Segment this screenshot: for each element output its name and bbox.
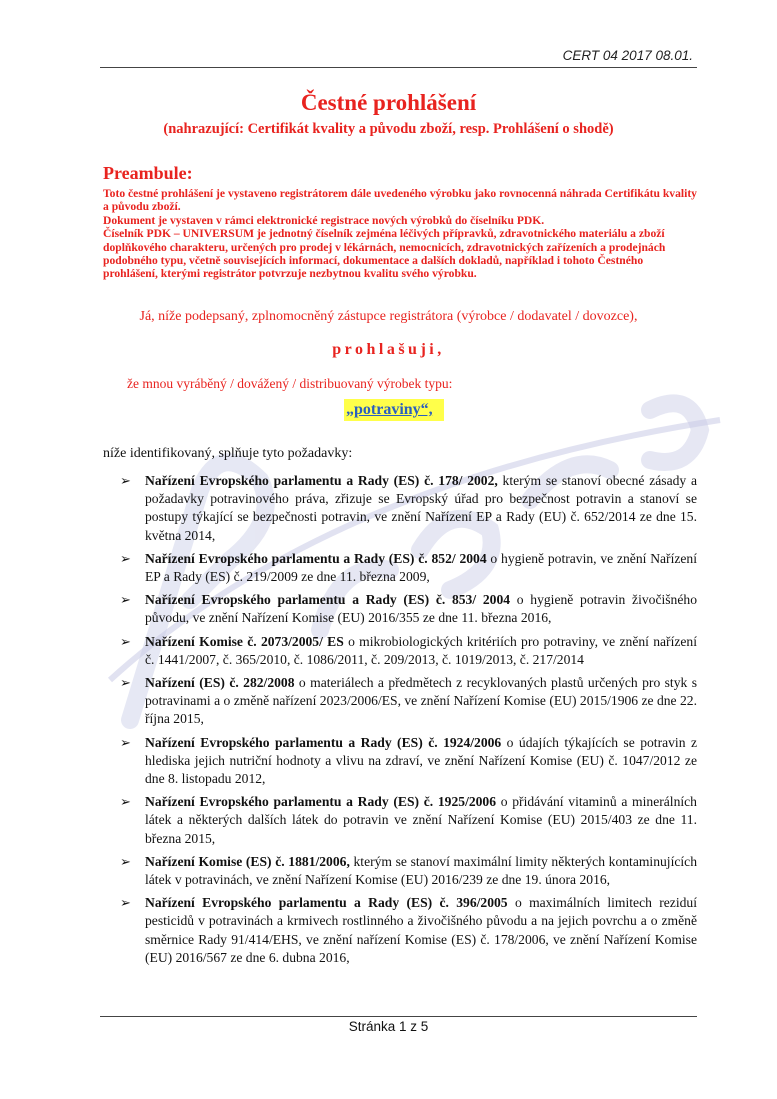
regulation-description: o hygieně potravin, ve znění Nařízení EP a Rady (ES) č. 219/2009 ze dne 11. března 2009,	[145, 550, 697, 585]
document-code: CERT 04 2017 08.01.	[562, 48, 693, 63]
regulation-description: kterým se stanoví obecné zásady a požadavky potravinového práva, zřizuje se Evropský úřad pro bezpečnost potravin a stanoví se postupy týkající se bezpečnosti potravin, ve znění Nařízení EP a Rady (EU) č. 652/2014 ze dne 15. května 2014,	[145, 473, 697, 543]
arrow-bullet-icon: ➢	[120, 853, 131, 869]
regulation-name: Nařízení Evropského parlamentu a Rady (ES) č. 396/2005	[145, 895, 508, 911]
document-subtitle: (nahrazující: Certifikát kvality a původu zboží, resp. Prohlášení o shodě)	[163, 121, 614, 137]
page-number: Stránka 1 z 5	[348, 1019, 429, 1034]
regulation-description: o maximálních limitech reziduí pesticidů v potravinách a krmivech rostlinného a živočišného původu a na jejich povrchu a o změně směrnice Rady 91/414/EHS, ve znění nařízení Komise (ES) č. 178/2006, ve znění Nařízení Komise (EU) 2016/567 ze dne 6. dubna 2016,	[145, 895, 697, 965]
regulation-description: o údajích týkajících se potravin z hlediska jejich nutriční hodnoty a vlivu na zdraví, ve znění Nařízení Komise (EU) č. 1047/2012 ze dne 8. listopadu 2012,	[145, 734, 697, 787]
arrow-bullet-icon: ➢	[120, 633, 131, 649]
document-title: Čestné prohlášení	[300, 90, 477, 115]
regulation-description: kterým se stanoví maximální limity některých kontaminujících látek v potravinách, ve znění Nařízení Komise (EU) 2016/239 ze dne 19. února 2016,	[145, 853, 697, 888]
preamble-paragraph: Číselník PDK – UNIVERSUM je jednotný číselník zejména léčivých přípravků, zdravotnického materiálu a zboží doplňkového charakteru, určených pro prodej v lékárnách, nemocnicích, zdravotnických zařízeních a prodejnách podobného typu, včetně souvisejících informací, dokumentace a dalších dokladů, například i tohoto Čestného prohlášení, kterými registrátor potvrzuje nezbytnou kvalitu svého výrobku.	[103, 227, 666, 281]
arrow-bullet-icon: ➢	[120, 794, 131, 810]
regulation-item	[120, 472, 697, 545]
regulation-name: Nařízení Evropského parlamentu a Rady (ES) č. 853/ 2004	[145, 592, 511, 608]
regulation-name: Nařízení Evropského parlamentu a Rady (ES) č. 852/ 2004	[145, 550, 487, 566]
declare-word: prohlašuji,	[332, 341, 445, 358]
preamble-paragraph: Toto čestné prohlášení je vystaveno registrátorem dále uvedeného výrobku jako rovnocenná náhrada Certifikátu kvality a původu zboží.	[103, 187, 697, 214]
preamble-heading: Preambule:	[103, 163, 193, 183]
regulation-description: o mikrobiologických kritériích pro potraviny, ve znění nařízení č. 1441/2007, č. 365/2010, č. 1086/2011, č. 209/2013, č. 1019/2013, č. 217/2014	[145, 633, 697, 667]
regulation-item	[120, 793, 697, 848]
regulation-description: o přidávání vitaminů a minerálních látek a některých dalších látek do potravin ve znění Nařízení Komise (EU) 2015/403 ze dne 11. března 2015,	[145, 794, 697, 846]
requirements-intro: níže identifikovaný, splňuje tyto požadavky:	[103, 446, 353, 461]
regulation-item	[120, 633, 697, 669]
regulation-item	[120, 674, 697, 729]
regulations-list	[120, 472, 697, 972]
regulation-item	[120, 734, 697, 789]
footer-divider	[100, 1016, 697, 1017]
arrow-bullet-icon: ➢	[120, 895, 131, 911]
product-intro: že mnou vyráběný / dovážený / distribuovaný výrobek typu:	[127, 376, 453, 391]
preamble-text	[103, 187, 698, 281]
regulation-name: Nařízení Komise č. 2073/2005/ ES	[145, 633, 344, 649]
regulation-name: Nařízení Komise (ES) č. 1881/2006,	[145, 853, 350, 869]
product-type: „potraviny“,	[346, 401, 433, 418]
arrow-bullet-icon: ➢	[120, 675, 131, 691]
arrow-bullet-icon: ➢	[120, 550, 131, 566]
regulation-name: Nařízení (ES) č. 282/2008	[145, 675, 295, 691]
regulation-name: Nařízení Evropského parlamentu a Rady (ES) č. 178/ 2002,	[145, 473, 498, 488]
regulation-item	[120, 853, 697, 889]
regulation-description: o hygieně potravin živočišného původu, ve znění Nařízení Komise (EU) 2016/355 ze dne 11. března 2016,	[145, 592, 697, 626]
header-divider	[100, 67, 697, 68]
regulation-name: Nařízení Evropského parlamentu a Rady (ES) č. 1925/2006	[145, 794, 497, 810]
arrow-bullet-icon: ➢	[120, 473, 131, 488]
regulation-item	[120, 591, 697, 627]
regulation-item	[120, 550, 697, 586]
regulation-item	[120, 894, 697, 967]
declaration-text: Já, níže podepsaný, zplnomocněný zástupce registrátora (výrobce / dodavatel / dovozce),	[139, 309, 638, 324]
regulation-name: Nařízení Evropského parlamentu a Rady (ES) č. 1924/2006	[145, 734, 502, 750]
arrow-bullet-icon: ➢	[120, 592, 131, 608]
arrow-bullet-icon: ➢	[120, 734, 131, 750]
preamble-paragraph: Dokument je vystaven v rámci elektronické registrace nových výrobků do číselníku PDK.	[103, 213, 545, 227]
regulation-description: o materiálech a předmětech z recyklovaných plastů určených pro styk s potravinami a o změně nařízení 2023/2006/ES, ve znění Nařízení Komise (EU) 2015/1906 ze dne 22. října 2015,	[145, 675, 697, 727]
